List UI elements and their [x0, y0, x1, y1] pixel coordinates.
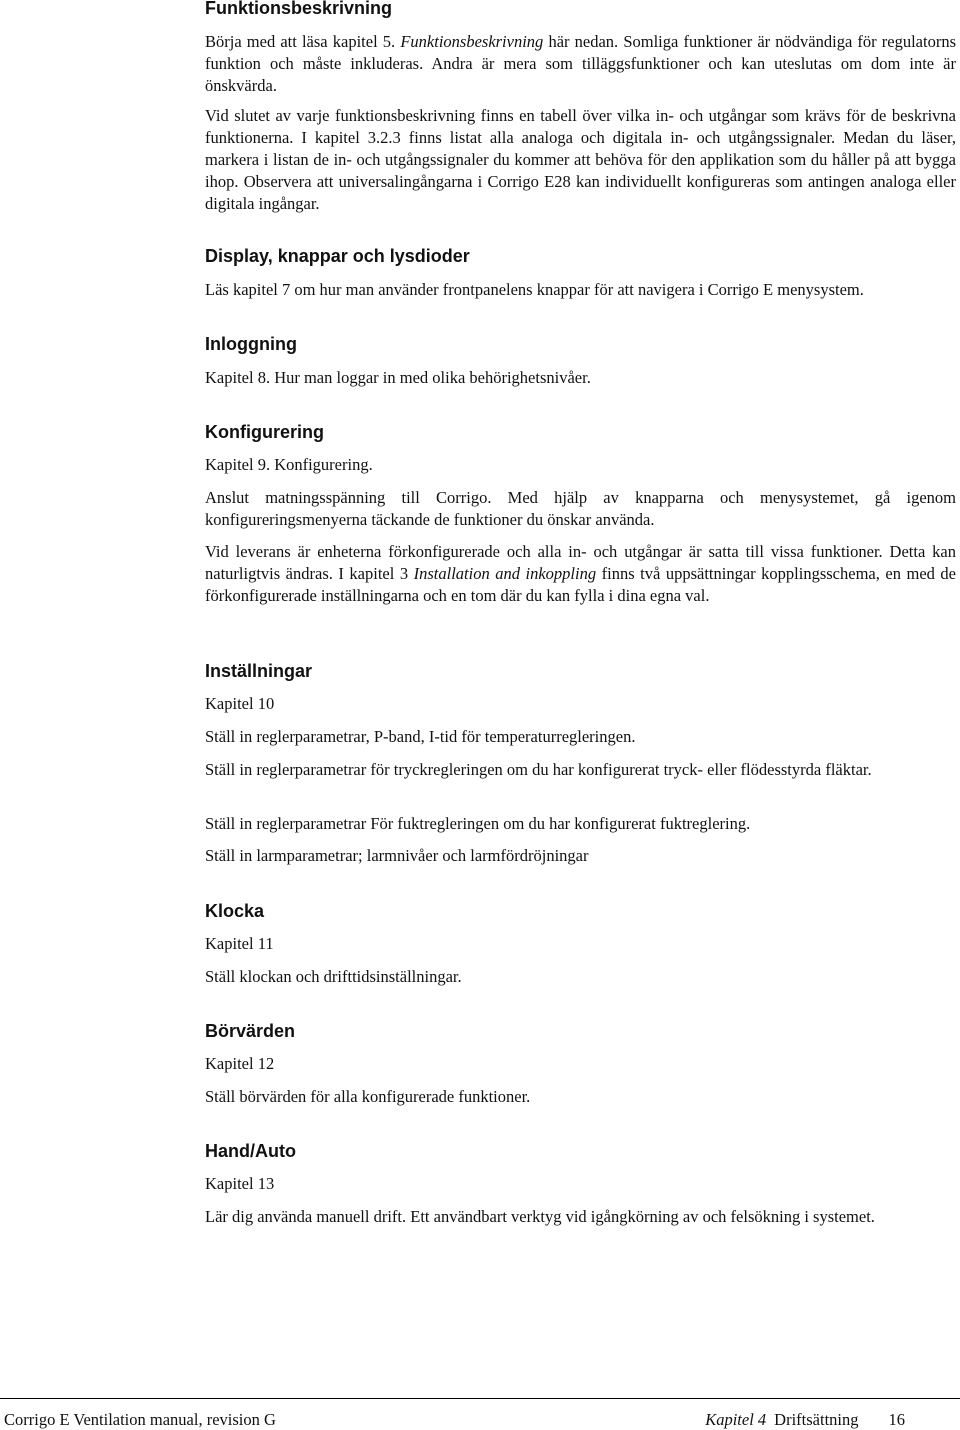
paragraph: [205, 31, 956, 97]
paragraph: Kapitel 8. Hur man loggar in med olika behörighetsnivåer.: [205, 368, 591, 387]
paragraph: Kapitel 9. Konfigurering.: [205, 455, 373, 474]
section-heading: Inloggning: [205, 334, 297, 354]
paragraph-italic-text: Installation and inkoppling: [413, 564, 597, 583]
paragraph: Lär dig använda manuell drift. Ett användbart verktyg vid igångkörning av och felsökning i systemet.: [205, 1207, 875, 1226]
paragraph: Läs kapitel 7 om hur man använder frontpanelens knappar för att navigera i Corrigo E menysystem.: [205, 280, 864, 299]
paragraph: Ställ in larmparametrar; larmnivåer och larmfördröjningar: [205, 846, 589, 865]
paragraph: Ställ in reglerparametrar, P-band, I-tid för temperaturregleringen.: [205, 727, 636, 746]
paragraph: Kapitel 11: [205, 934, 274, 953]
page-number: 16: [888, 1410, 905, 1429]
paragraph-italic-text: Funktionsbeskrivning: [400, 32, 544, 51]
paragraph: Ställ in reglerparametrar för tryckregleringen om du har konfigurerat tryck- eller flödesstyrda fläktar.: [205, 760, 872, 779]
footer-chapter-info: [705, 1410, 905, 1430]
section-heading: Display, knappar och lysdioder: [205, 246, 470, 266]
section-heading: Konfigurering: [205, 422, 324, 442]
paragraph-text: finns två uppsättningar kopplingsschema, en med de förkonfigurerade inställningarna och en tom där du kan fylla i dina egna val.: [205, 564, 956, 605]
section-heading: Klocka: [205, 901, 265, 921]
paragraph: Kapitel 10: [205, 694, 275, 713]
paragraph-text: Vid leverans är enheterna förkonfigurerade och alla in- och utgångar är satta till vissa funktioner. Detta kan naturligtvis ändras. I kapitel 3: [205, 542, 956, 583]
page-footer: [0, 1398, 960, 1429]
paragraph: Ställ in reglerparametrar För fuktregleringen om du har konfigurerat fuktreglering.: [205, 814, 751, 833]
footer-chapter-title: Driftsättning: [774, 1410, 859, 1429]
paragraph: Kapitel 12: [205, 1054, 275, 1073]
paragraph: [205, 541, 956, 607]
paragraph: Kapitel 13: [205, 1174, 275, 1193]
paragraph: Ställ klockan och drifttidsinställningar.: [205, 967, 462, 986]
footer-document-title: Corrigo E Ventilation manual, revision G: [4, 1410, 276, 1429]
paragraph: Vid slutet av varje funktionsbeskrivning finns en tabell över vilka in- och utgångar som krävs för de beskrivna funktionerna. I kapitel 3.2.3 finns listat alla analoga och digitala in- och utgångssignaler. Medan du läser, markera i listan de in- och utgångssignaler du kommer att behöva för den applikation som du håller på att bygga ihop. Observera att universalingångarna i Corrigo E28 kan individuellt konfigureras som antingen analoga eller digitala ingångar.: [205, 106, 956, 213]
paragraph: Ställ börvärden för alla konfigurerade funktioner.: [205, 1087, 531, 1106]
paragraph-text: Börja med att läsa kapitel 5.: [205, 32, 401, 51]
section-heading: Hand/Auto: [205, 1141, 296, 1161]
section-heading: Inställningar: [205, 661, 313, 681]
footer-chapter: Kapitel 4: [705, 1410, 767, 1429]
paragraph-text: här nedan. Somliga funktioner är nödvändiga för regulatorns funktion och måste inkluderas. Andra är mera som tilläggsfunktioner och kan uteslutas om dom inte är önskvärda.: [205, 32, 957, 95]
section-heading: Börvärden: [205, 1021, 296, 1041]
section-heading: Funktionsbeskrivning: [205, 0, 393, 18]
paragraph: Anslut matningsspänning till Corrigo. Med hjälp av knapparna och menysystemet, gå igenom konfigureringsmenyerna täckande de funktioner du önskar använda.: [205, 488, 956, 529]
